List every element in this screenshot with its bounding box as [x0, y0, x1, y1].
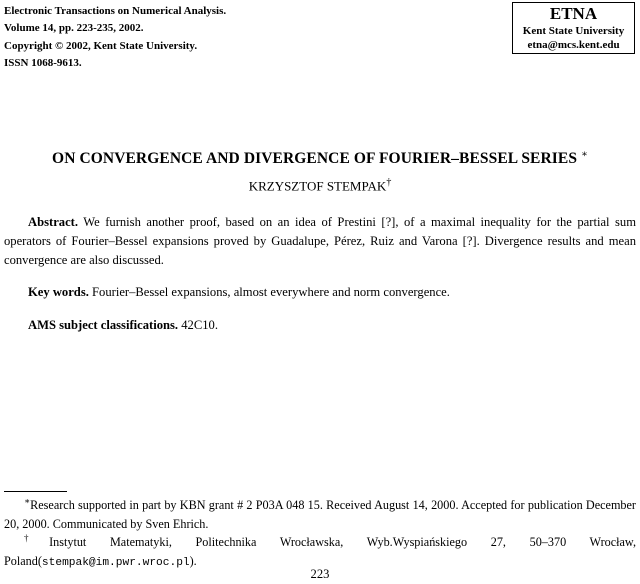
author-name: KRZYSZTOF STEMPAK	[248, 178, 387, 194]
footnote-affiliation-mark: †	[24, 532, 50, 543]
paper-title-text: ON CONVERGENCE AND DIVERGENCE OF FOURIER–BESSEL SERIES	[52, 150, 578, 168]
ams-classifications	[28, 318, 218, 333]
footnote-funding-mark: ∗	[24, 495, 31, 506]
etna-university: Kent State University	[522, 25, 625, 37]
etna-email: etna@mcs.kent.edu	[527, 39, 620, 51]
paper-author	[0, 177, 640, 194]
ams-label: AMS subject classifications.	[28, 318, 179, 332]
journal-info	[4, 3, 226, 72]
journal-volume: Volume 14, pp. 223-235, 2002.	[4, 22, 144, 35]
abstract	[4, 213, 636, 271]
title-footnote-mark[interactable]: ∗	[581, 149, 588, 160]
keywords-text: Fourier–Bessel expansions, almost everywhere and norm convergence.	[92, 285, 450, 299]
footnote-divider	[4, 491, 67, 492]
page-number: 223	[310, 567, 330, 581]
author-footnote-mark[interactable]: †	[386, 177, 392, 188]
journal-issn: ISSN 1068-9613.	[4, 56, 82, 69]
journal-copyright: Copyright © 2002, Kent State University.	[4, 39, 198, 52]
footnote-affiliation-text: Instytut Matematyki, Politechnika Wrocławska, Wyb.Wyspiańskiego 27, 50–370 Wrocław, Poland(	[4, 535, 636, 568]
etna-logo-box	[512, 2, 635, 54]
keywords	[28, 285, 450, 300]
abstract-text: We furnish another proof, based on an idea of Prestini [?], of a maximal inequality for the partial sum operators of Fourier–Bessel expansions proved by Guadalupe, Pérez, Ruiz and Varona [?]. Divergence results and mean convergence are also discussed.	[4, 215, 636, 268]
paper-title	[0, 149, 640, 168]
footnote-funding	[4, 496, 636, 533]
journal-name: Electronic Transactions on Numerical Analysis.	[4, 5, 227, 17]
footnote-funding-text: Research supported in part by KBN grant # 2 P03A 048 15. Received August 14, 2000. Accepted for publication December 20, 2000. Communicated by Sven Ehrich.	[4, 498, 636, 531]
ams-text: 42C10.	[181, 318, 218, 332]
etna-name: ETNA	[549, 4, 598, 23]
abstract-label: Abstract.	[28, 215, 79, 229]
keywords-label: Key words.	[28, 285, 89, 299]
author-email-link[interactable]: stempak@im.pwr.wroc.pl	[41, 556, 190, 569]
footnote-affiliation-end: ).	[189, 553, 197, 568]
